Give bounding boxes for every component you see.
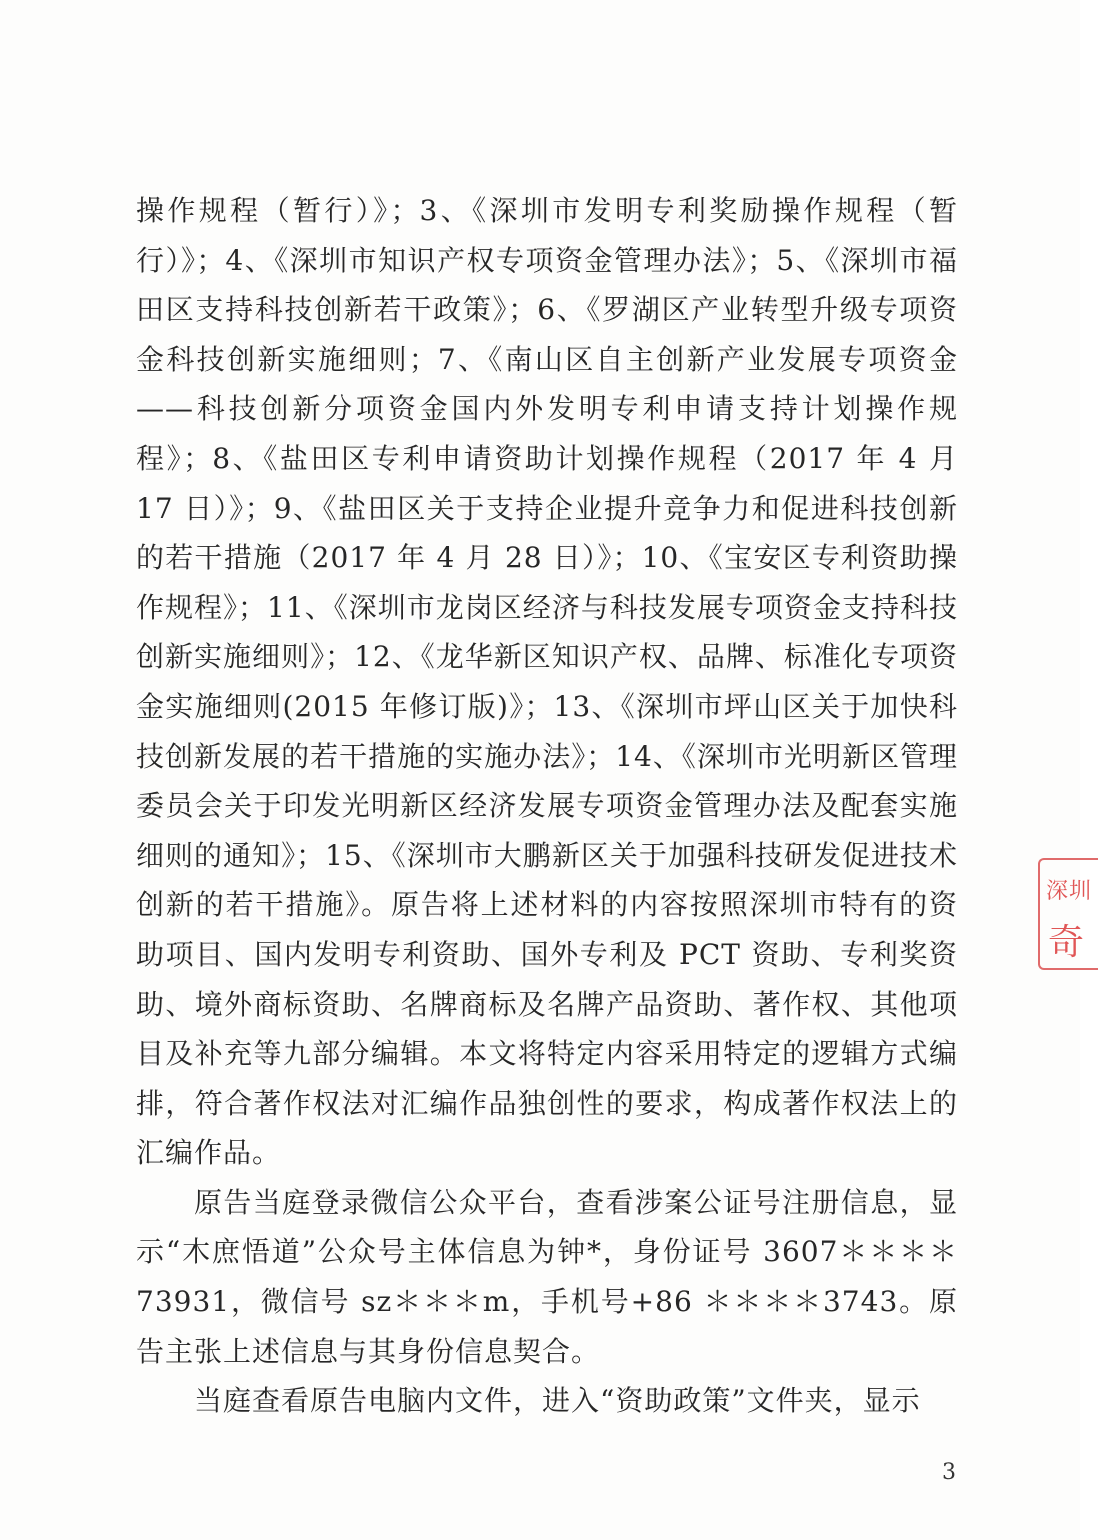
- document-body: [136, 186, 958, 1426]
- seal-text-top: 深圳: [1046, 879, 1093, 904]
- page-number: 3: [942, 1460, 956, 1485]
- seal-text-bottom: 奇: [1048, 922, 1085, 963]
- paragraph-2: 原告当庭登录微信公众平台，查看涉案公证号注册信息，显示“木庶悟道”公众号主体信息为钟*，身份证号 3607＊＊＊＊73931，微信号 sz＊＊＊m，手机号+86 ＊＊＊＊3743。原告主张上述信息与其身份信息契合。: [136, 1185, 958, 1368]
- paragraph-3: 当庭查看原告电脑内文件，进入“资助政策”文件夹，显示: [194, 1384, 921, 1418]
- court-seal-stamp: [1038, 858, 1098, 970]
- paragraph-1: 操作规程（暂行）》；3、《深圳市发明专利奖励操作规程（暂行）》；4、《深圳市知识产权专项资金管理办法》；5、《深圳市福田区支持科技创新若干政策》；6、《罗湖区产业转型升级专项资金科技创新实施细则；7、《南山区自主创新产业发展专项资金——科技创新分项资金国内外发明专利申请支持计划操作规程》；8、《盐田区专利申请资助计划操作规程（2017 年 4 月 17 日）》；9、《盐田区关于支持企业提升竞争力和促进科技创新的若干措施（2017 年 4 月 28 日）》；10、《宝安区专利资助操作规程》；11、《深圳市龙岗区经济与科技发展专项资金支持科技创新实施细则》；12、《龙华新区知识产权、品牌、标准化专项资金实施细则(2015 年修订版)》；13、《深圳市坪山区关于加快科技创新发展的若干措施的实施办法》；14、《深圳市光明新区管理委员会关于印发光明新区经济发展专项资金管理办法及配套实施细则的通知》；15、《深圳市大鹏新区关于加强科技研发促进技术创新的若干措施》。原告将上述材料的内容按照深圳市特有的资助项目、国内发明专利资助、国外专利及 PCT 资助、专利奖资助、境外商标资助、名牌商标及名牌产品资助、著作权、其他项目及补充等九部分编辑。本文将特定内容采用特定的逻辑方式编排，符合著作权法对汇编作品独创性的要求，构成著作权法上的汇编作品。: [136, 194, 958, 1170]
